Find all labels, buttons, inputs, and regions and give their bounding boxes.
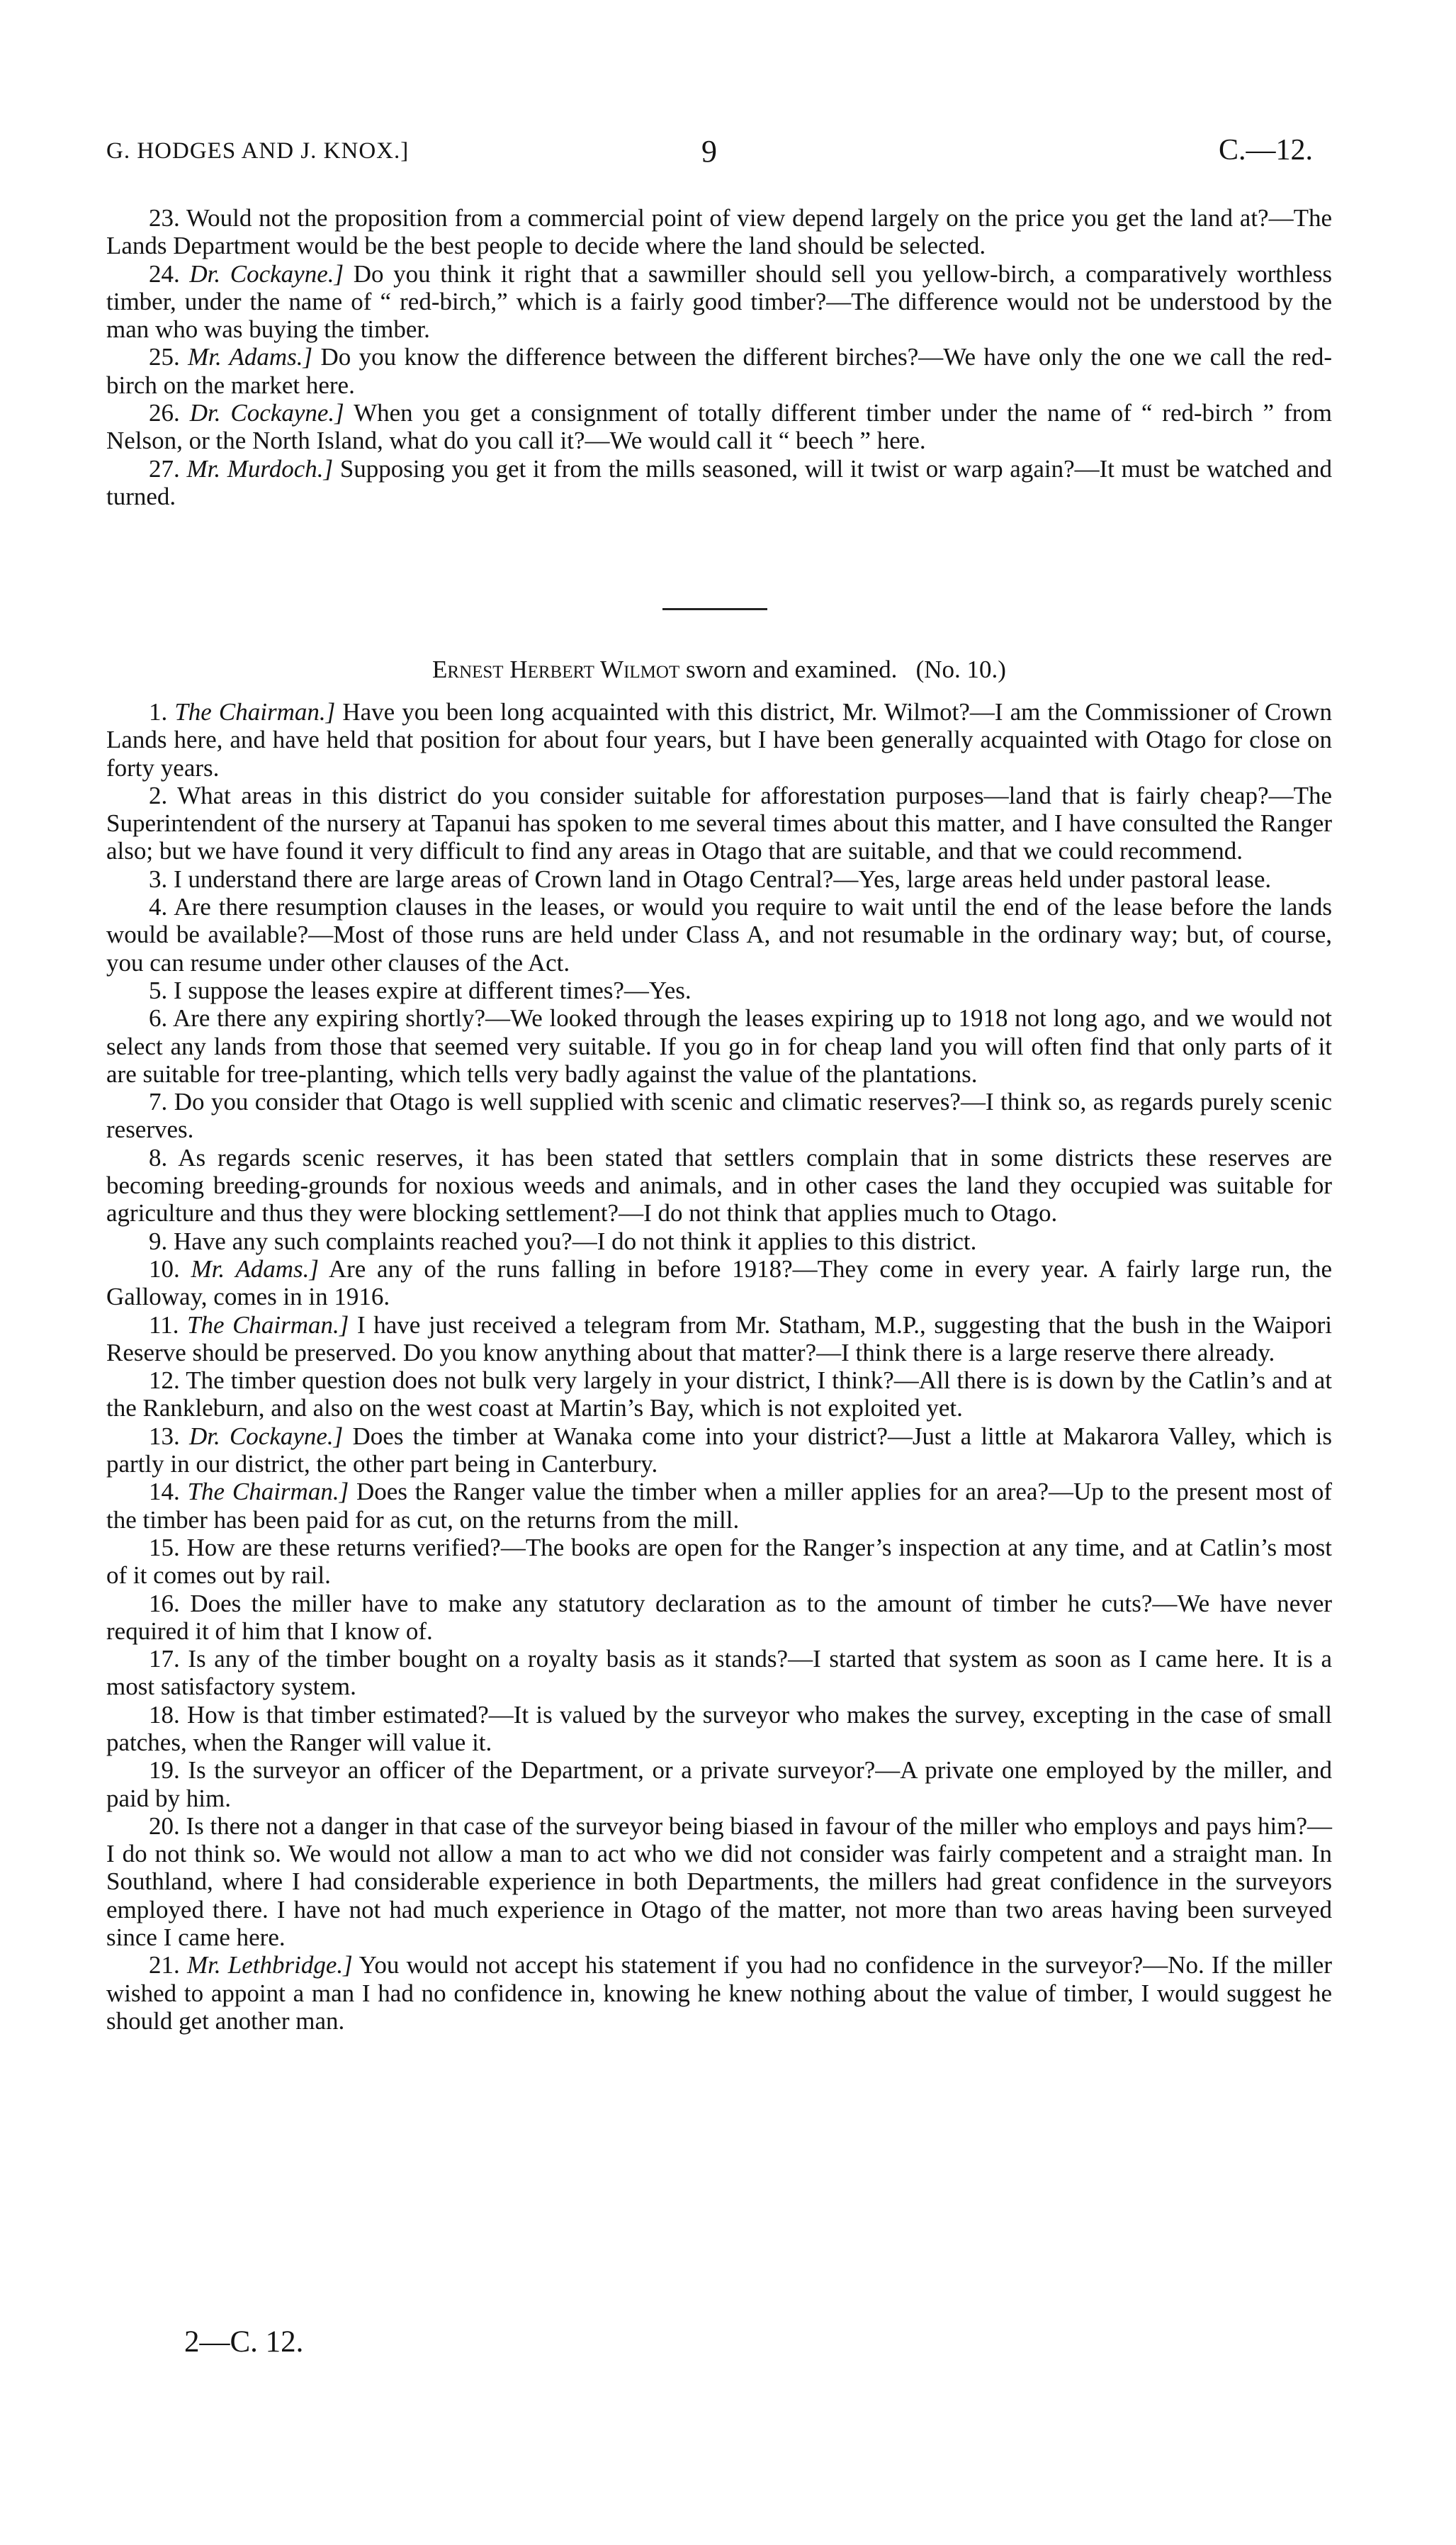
- question-number: 12.: [149, 1366, 180, 1395]
- question-text: Are any of the runs falling in before 1918?—They come in every year. A fairly large run, the Galloway, comes in in 1916.: [106, 1254, 1332, 1311]
- witness-heading: [106, 656, 1332, 683]
- question-number: 10.: [149, 1254, 180, 1283]
- question-paragraph: [106, 1756, 1332, 1812]
- question-text: How are these returns verified?—The books are open for the Ranger’s inspection at any time, and at Catlin’s most of it comes out by rail.: [106, 1533, 1332, 1590]
- wilmot-evidence: [106, 698, 1332, 2035]
- question-number: 27.: [149, 454, 180, 483]
- question-number: 13.: [149, 1422, 180, 1450]
- question-number: 1.: [149, 698, 168, 726]
- running-header-left: G. HODGES AND J. KNOX.]: [106, 138, 410, 164]
- question-number: 8.: [149, 1143, 168, 1172]
- question-paragraph: [106, 1422, 1332, 1478]
- question-text: Do you know the difference between the different birches?—We have only the one we call the red-birch on the market here.: [106, 343, 1332, 399]
- question-paragraph: [106, 977, 1332, 1004]
- question-number: 2.: [149, 781, 168, 809]
- speaker-name: Dr. Cockayne.]: [188, 1422, 344, 1450]
- question-paragraph: [106, 455, 1332, 511]
- speaker-name: Dr. Cockayne.]: [189, 259, 344, 288]
- question-paragraph: [106, 204, 1332, 260]
- question-text: As regards scenic reserves, it has been stated that settlers complain that in some districts these reserves are becoming breeding-grounds for noxious weeds and animals, and in other cases the land they occupied was suitable for agriculture and thus they were blocking settlement?—I do not think that applies much to Otago.: [106, 1143, 1332, 1227]
- witness-heading-text: sworn and examined.: [685, 656, 898, 683]
- question-text: How is that timber estimated?—It is valued by the surveyor who makes the survey, excepting in the case of small patches, when the Ranger will value it.: [106, 1700, 1332, 1756]
- question-number: 25.: [149, 343, 180, 371]
- question-paragraph: [106, 1311, 1332, 1367]
- question-number: 23.: [149, 204, 180, 232]
- question-text: Have any such complaints reached you?—I do not think it applies to this district.: [174, 1227, 977, 1255]
- question-number: 19.: [149, 1756, 180, 1785]
- question-text: Are there resumption clauses in the leases, or would you require to wait until the end of the lease before the lands would be available?—Most of those runs are held under Class A, and not resumable in the ordinary way; but, of course, you can resume under other clauses of the Act.: [106, 893, 1332, 977]
- question-paragraph: [106, 1255, 1332, 1311]
- question-text: The timber question does not bulk very largely in your district, I think?—All there is is down by the Catlin’s and at the Rankleburn, and also on the west coast at Martin’s Bay, which is not exploited yet.: [106, 1366, 1332, 1422]
- document-reference: C.—12.: [1219, 134, 1314, 167]
- question-text: I suppose the leases expire at different times?—Yes.: [174, 976, 692, 1004]
- question-paragraph: [106, 1590, 1332, 1646]
- question-number: 5.: [149, 976, 168, 1004]
- speaker-name: The Chairman.]: [174, 698, 336, 726]
- question-paragraph: [106, 1366, 1332, 1422]
- question-paragraph: [106, 782, 1332, 865]
- question-text: Does the Ranger value the timber when a miller applies for an area?—Up to the present most of the timber has been paid for as cut, on the returns from the mill.: [106, 1478, 1333, 1534]
- question-number: 20.: [149, 1811, 180, 1840]
- question-number: 16.: [149, 1589, 180, 1617]
- question-number: 21.: [149, 1951, 180, 1979]
- question-text: Are there any expiring shortly?—We looked through the leases expiring up to 1918 not long ago, and we would not select any lands from those that seemed very suitable. If you go in for cheap land you will often find that only parts of it are suitable for tree-planting, which tells very badly against the value of the plantations.: [106, 1004, 1332, 1088]
- question-paragraph: [106, 1088, 1332, 1144]
- question-number: 24.: [149, 259, 180, 288]
- speaker-name: Mr. Adams.]: [188, 343, 313, 371]
- question-paragraph: [106, 1227, 1332, 1255]
- question-paragraph: [106, 343, 1332, 399]
- question-paragraph: [106, 1478, 1332, 1534]
- question-text: I understand there are large areas of Crown land in Otago Central?—Yes, large areas held under pastoral lease.: [174, 865, 1272, 893]
- question-text: Do you think it right that a sawmiller should sell you yellow-birch, a comparatively worthless timber, under the name of “ red-birch,” which is a fairly good timber?—The difference would not be understood by the man who was buying the timber.: [106, 259, 1333, 344]
- witness-name: Ernest Herbert Wilmot: [432, 656, 680, 683]
- question-paragraph: [106, 893, 1332, 977]
- section-divider-rule: [662, 608, 767, 610]
- question-text: Is the surveyor an officer of the Department, or a private surveyor?—A private one employed by the miller, and paid by him.: [106, 1756, 1332, 1812]
- speaker-name: Mr. Murdoch.]: [186, 454, 334, 483]
- question-text: You would not accept his statement if you had no confidence in the surveyor?—No. If the miller wished to appoint a man I had no confidence in, knowing he knew nothing about the value of timber, I would suggest he should get another man.: [106, 1951, 1332, 2035]
- question-number: 9.: [149, 1227, 168, 1255]
- speaker-name: Mr. Adams.]: [191, 1254, 319, 1283]
- question-text: Do you consider that Otago is well supplied with scenic and climatic reserves?—I think so, as regards purely scenic reserves.: [106, 1088, 1333, 1144]
- question-number: 11.: [149, 1310, 179, 1339]
- question-paragraph: [106, 1645, 1332, 1701]
- question-paragraph: [106, 1004, 1332, 1088]
- speaker-name: Dr. Cockayne.]: [189, 399, 344, 427]
- question-paragraph: [106, 698, 1332, 782]
- question-text: Is any of the timber bought on a royalty basis as it stands?—I started that system as soon as I came here. It is a most satisfactory system.: [106, 1645, 1332, 1701]
- previous-evidence-continuation: [106, 204, 1332, 510]
- question-paragraph: [106, 260, 1332, 344]
- question-text: Does the miller have to make any statutory declaration as to the amount of timber he cuts?—We have never required it of him that I know of.: [106, 1589, 1333, 1645]
- question-number: 17.: [149, 1645, 180, 1673]
- question-paragraph: [106, 1534, 1332, 1590]
- question-text: Have you been long acquainted with this district, Mr. Wilmot?—I am the Commissioner of Crown Lands here, and have held that position for about four years, but I have been generally acquainted with Otago for close on forty years.: [106, 698, 1333, 782]
- question-number: 14.: [149, 1478, 180, 1506]
- question-text: Would not the proposition from a commercial point of view depend largely on the price you get the land at?—The Lands Department would be the best people to decide where the land should be selected.: [106, 204, 1333, 260]
- witness-number: (No. 10.): [915, 656, 1006, 683]
- question-paragraph: [106, 1144, 1332, 1227]
- question-text: I have just received a telegram from Mr. Statham, M.P., suggesting that the bush in the Waipori Reserve should be preserved. Do you know anything about that matter?—I think there is a large reserve there already.: [106, 1310, 1333, 1366]
- question-number: 4.: [149, 893, 168, 921]
- question-text: What areas in this district do you consider suitable for afforestation purposes—land that is fairly cheap?—The Superintendent of the nursery at Tapanui has spoken to me several times about this matter, and I have consulted the Ranger also; but we have found it very difficult to find any areas in Otago that are suitable, and that we could recommend.: [106, 781, 1332, 865]
- page-number: 9: [701, 134, 717, 169]
- speaker-name: Mr. Lethbridge.]: [186, 1951, 353, 1979]
- question-paragraph: [106, 865, 1332, 893]
- question-text: When you get a consignment of totally different timber under the name of “ red-birch ” from Nelson, or the North Island, what do you call it?—We would call it “ beech ” here.: [106, 399, 1333, 455]
- signature-mark: 2—C. 12.: [184, 2325, 304, 2359]
- question-text: Does the timber at Wanaka come into your district?—Just a little at Makarora Valley, which is partly in our district, the other part being in Canterbury.: [106, 1422, 1333, 1478]
- speaker-name: The Chairman.]: [187, 1310, 349, 1339]
- question-number: 15.: [149, 1533, 180, 1561]
- question-paragraph: [106, 1951, 1332, 2035]
- question-number: 18.: [149, 1700, 180, 1729]
- question-number: 6.: [149, 1004, 168, 1033]
- question-number: 7.: [149, 1088, 168, 1116]
- question-text: Supposing you get it from the mills seasoned, will it twist or warp again?—It must be watched and turned.: [106, 454, 1332, 510]
- question-paragraph: [106, 1812, 1332, 1951]
- question-paragraph: [106, 399, 1332, 455]
- question-number: 3.: [149, 865, 168, 893]
- speaker-name: The Chairman.]: [187, 1478, 349, 1506]
- question-number: 26.: [149, 399, 180, 427]
- question-paragraph: [106, 1701, 1332, 1757]
- question-text: Is there not a danger in that case of the surveyor being biased in favour of the miller who employs and pays him?—I do not think so. We would not allow a man to act who we did not consider was fairly competent and a straight man. In Southland, where I had considerable experience in both Departments, the millers had great confidence in the surveyors employed there. I have not had much experience in Otago of the matter, not more than two areas having been surveyed since I came here.: [106, 1811, 1332, 1952]
